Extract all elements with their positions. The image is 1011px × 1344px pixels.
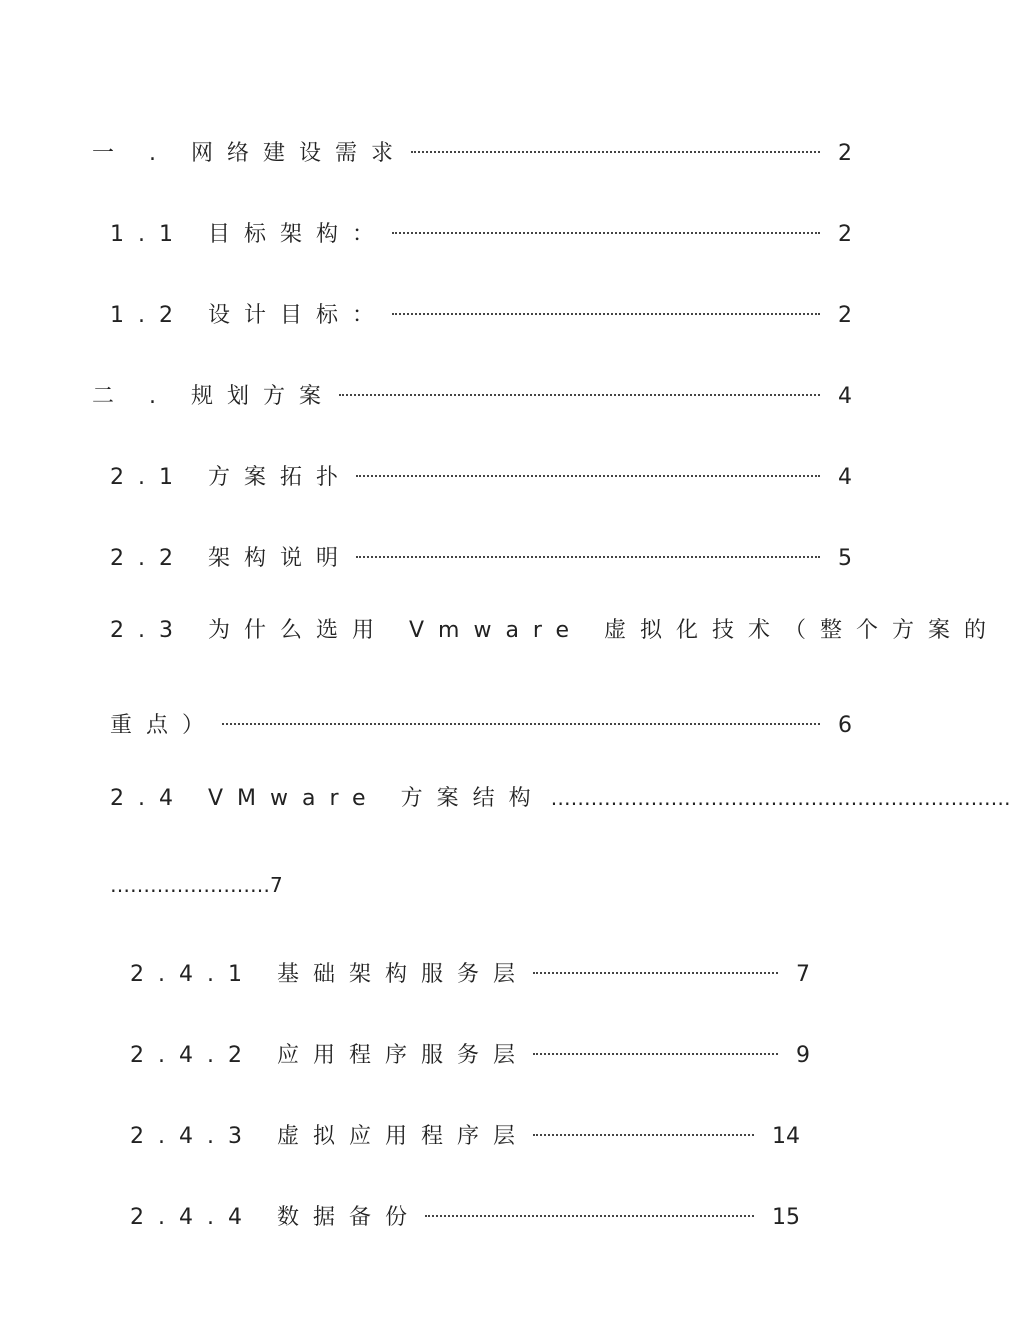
- toc-entry-page: 4: [838, 384, 852, 409]
- toc-leader-dots: [392, 211, 820, 241]
- toc-entry-label: 2.4.4 数据备份: [130, 1205, 421, 1230]
- toc-entry-label: 2.4 VMware 方案结构: [110, 786, 545, 811]
- toc-entry-continuation: ……………………7: [110, 873, 283, 897]
- toc-entry-page: 15: [772, 1205, 800, 1230]
- toc-entry-page: 6: [838, 713, 852, 738]
- toc-entry-label-line1[interactable]: 2.3 为什么选用 Vmware 虚拟化技术（整个方案的: [110, 618, 1001, 643]
- toc-entry-page: 9: [796, 1043, 810, 1068]
- toc-entry[interactable]: [130, 1113, 800, 1152]
- toc-leader-dots: [356, 454, 820, 484]
- toc-entry-label: 2.4.2 应用程序服务层: [130, 1043, 529, 1068]
- toc-entry-label-line2: 重点）: [110, 713, 219, 738]
- toc-entry-page: 4: [838, 465, 852, 490]
- toc-entry[interactable]: [130, 951, 810, 990]
- toc-leader-dots: [533, 1113, 754, 1143]
- toc-entry[interactable]: [110, 211, 852, 250]
- toc-entry-page: 2: [838, 141, 852, 166]
- toc-entry[interactable]: [92, 130, 852, 169]
- toc-leader-dots: [339, 373, 820, 403]
- toc-leader-dots: [222, 702, 820, 732]
- toc-entry-label: 1.1 目标架构：: [110, 222, 388, 247]
- toc-entry[interactable]: [110, 535, 852, 574]
- toc-entry-page: 14: [772, 1124, 800, 1149]
- toc-entry-label: 一 . 网络建设需求: [92, 141, 407, 166]
- toc-leader-dots: [356, 535, 820, 565]
- toc-entry[interactable]: [110, 454, 852, 493]
- toc-entry-page: 5: [838, 546, 852, 571]
- toc-entry-label: 1.2 设计目标：: [110, 303, 388, 328]
- toc-entry[interactable]: [110, 783, 1011, 814]
- toc-entry[interactable]: [92, 373, 852, 412]
- toc-entry-label: 二 . 规划方案: [92, 384, 335, 409]
- toc-entry-label: 2.1 方案拓扑: [110, 465, 352, 490]
- toc-entry[interactable]: [130, 1032, 810, 1071]
- toc-entry[interactable]: [110, 292, 852, 331]
- toc-leader-dots: [411, 130, 820, 160]
- toc-entry-page: 2: [838, 222, 852, 247]
- toc-leader-dots: [425, 1194, 754, 1224]
- toc-entry[interactable]: [110, 702, 852, 741]
- toc-entry-page: 7: [796, 962, 810, 987]
- toc-entry-label: 2.2 架构说明: [110, 546, 352, 571]
- toc-leader-dots: [392, 292, 820, 322]
- toc-entry-page: 2: [838, 303, 852, 328]
- toc-entry[interactable]: [130, 1194, 800, 1233]
- toc-leader-dots: [533, 951, 778, 981]
- toc-leader-ellipsis: ……………………………………………………………: [550, 786, 1011, 810]
- toc-entry-label: 2.4.1 基础架构服务层: [130, 962, 529, 987]
- toc-entry-label: 2.4.3 虚拟应用程序层: [130, 1124, 529, 1149]
- toc-leader-dots: [533, 1032, 778, 1062]
